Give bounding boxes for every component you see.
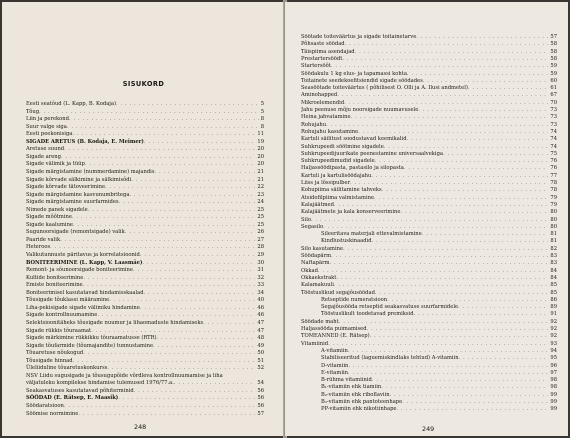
- toc-entry-page: 25: [257, 214, 264, 221]
- toc-entry-page: 57: [257, 410, 264, 417]
- toc-entry-page: 24: [257, 199, 264, 206]
- toc-entry-page: 79: [550, 194, 557, 201]
- toc-entry-title: B₃-vitamiin ehk pantoteenhape: [321, 399, 403, 405]
- toc-entry-page: 82: [550, 245, 557, 252]
- toc-entry-title: Kindlustuskinaadid: [321, 238, 372, 245]
- toc-entry-title: Sigade tõufarmide (tõumajandite) tunnustamine: [26, 342, 154, 349]
- toc-entry-page: 84: [550, 267, 557, 274]
- toc-entry-page: 98: [550, 377, 557, 384]
- toc-entry-page: 50: [257, 350, 264, 357]
- toc-entry-title: Liiss ja lõssipulber: [301, 180, 351, 186]
- toc-entry-page: 99: [550, 406, 557, 413]
- toc-entry-title: Sigade kaalumine: [26, 221, 73, 228]
- toc-entry-title: Kohupiima säilitamine tahveks: [301, 187, 382, 194]
- toc-entry-title: PP-vitamiin ehk nikotiinhape: [321, 406, 397, 413]
- toc-entry-page: 58: [550, 55, 557, 62]
- toc-entry-title: Tõug: [26, 108, 40, 115]
- toc-entry-title: Seakasvatuses kasutatavad põhiterminid: [26, 387, 134, 394]
- toc-entry-page: 32: [257, 274, 264, 281]
- toc-entry-page: 47: [257, 319, 264, 326]
- toc-entry-page: 34: [257, 289, 264, 296]
- toc-entry-page: 73: [550, 114, 557, 121]
- toc-entry-page: 56: [257, 395, 264, 402]
- toc-entry-title: BONITEERIMINE (L. Kapp, V. Laasmäe): [26, 259, 143, 266]
- toc-entry-page: 83: [550, 253, 557, 259]
- toc-entry-title: Tööstuslikud segajõusöödad: [301, 289, 375, 296]
- toc-entry-page: 85: [550, 289, 557, 296]
- toc-entry-page: 33: [257, 282, 264, 289]
- toc-entry-title: Rohujahu kasutamine: [301, 128, 359, 135]
- toc-title: SISUKORD: [122, 80, 165, 88]
- toc-entry-title: Liin ja perekond: [26, 116, 69, 123]
- toc-entry-title: A-vitamiin: [321, 347, 348, 354]
- toc-entry-title: Sigade kõrvade sälkimine ja sälkimisõdi: [26, 176, 132, 183]
- toc-entry-page: 19: [257, 138, 264, 145]
- toc-entry-page: 58: [550, 41, 557, 48]
- toc-entry-page: 78: [550, 180, 557, 186]
- toc-entry-title: NSV Liidu sugusigade ja tõusugupõide võrdleva kontrollnuumamise ja liha: [26, 372, 223, 379]
- toc-entry-page: 76: [550, 165, 557, 172]
- toc-entry-title: Prestartersöödt: [301, 55, 343, 62]
- toc-entry-title: Rohujahu: [301, 121, 327, 128]
- toc-entry-title: D-vitamiin: [321, 362, 349, 369]
- toc-entry-title: Okkaekstrakt: [301, 274, 337, 281]
- toc-entry-title: Tööstuslikult toodetavad premiksid: [321, 311, 414, 318]
- toc-entry-title: Heina jahvatamine: [301, 114, 351, 121]
- toc-entry-title: Toitainete seedekoefitsiendid sigade söödades: [301, 77, 423, 84]
- toc-entry-title: B₂-vitamiin ehk riboflaviin: [321, 391, 390, 398]
- toc-entry-page: 49: [257, 342, 264, 349]
- toc-entry-title: Valikutunnuste päritavus ja korrelatsioonid: [26, 252, 140, 258]
- toc-entry-title: Segasilo: [301, 223, 324, 230]
- toc-entry-title: Kultide boniteerimine: [26, 274, 84, 281]
- toc-entry-title: Selektsioonitäheks tõusigade nuumur ja lihaomaduste hindamiseks: [26, 319, 204, 326]
- toc-entry-page: 79: [550, 201, 557, 208]
- toc-entry-page: 73: [550, 121, 557, 128]
- toc-entry-page: 85: [550, 282, 557, 289]
- toc-entry-title: Söödade maht: [301, 318, 339, 325]
- toc-entry-page: 98: [550, 384, 557, 391]
- toc-entry-page: 75: [550, 150, 557, 157]
- toc-entry-page: 25: [257, 206, 264, 213]
- toc-entry-page: 59: [550, 70, 557, 77]
- toc-entry-title: E-vitamiin: [321, 369, 348, 376]
- toc-entry-title: Heteroos: [26, 244, 51, 251]
- toc-entry-title: Täispiima asendajad: [301, 48, 355, 55]
- toc-entry-page: 20: [257, 153, 264, 160]
- toc-entry: [321, 405, 557, 413]
- toc-entry-page: 80: [550, 209, 557, 216]
- toc-entry-page: 25: [257, 221, 264, 228]
- toc-entry-page: 8: [260, 123, 264, 130]
- toc-entry-page: 80: [550, 216, 557, 223]
- toc-entry-page: 99: [550, 391, 557, 398]
- toc-entry-title: väljatuleku kompilekse hindamise tulemused 1976/77.a.: [26, 380, 174, 387]
- toc-entry-page: 56: [257, 403, 264, 409]
- toc-entry-title: Kalamakuuli: [301, 282, 334, 289]
- toc-entry-title: Sugunoorsigade (remontsigade) valik: [26, 229, 125, 236]
- toc-entry-page: 93: [550, 340, 557, 347]
- right-page: [285, 2, 568, 436]
- toc-entry-page: 80: [550, 223, 557, 230]
- toc-entry-page: 46: [257, 304, 264, 311]
- toc-entry-page: 61: [550, 85, 557, 92]
- toc-entry-title: Sigade kõrvade tätoveerimine: [26, 184, 106, 191]
- toc-entry-title: Suhkrupeedijuurikate peenestamine universaalvekiga: [301, 150, 444, 157]
- toc-entry-title: Sigade märgistamine (nummerdamine) majandis: [26, 168, 155, 175]
- toc-entry-title: Startersöõt: [301, 63, 331, 70]
- toc-entry-page: 26: [257, 229, 264, 236]
- toc-entry-page: 31: [257, 267, 264, 274]
- toc-entry-page: 97: [550, 369, 557, 376]
- toc-entry-title: Silееritava materjali ettevalmistamine: [321, 231, 422, 238]
- page-number-right: 249: [422, 425, 435, 433]
- toc-entry-page: 99: [550, 399, 557, 405]
- toc-entry-page: 59: [550, 63, 557, 70]
- toc-entry-page: 56: [257, 387, 264, 394]
- toc-entry-page: 81: [550, 231, 557, 238]
- toc-entry-title: Suur valge siga: [26, 123, 67, 130]
- toc-entry-title: Silo: [301, 216, 311, 223]
- left-page: [2, 2, 285, 436]
- toc-entry-page: 58: [550, 48, 557, 55]
- toc-entry-title: Haljassööda puimamised: [301, 326, 367, 332]
- toc-entry-page: 30: [257, 259, 264, 266]
- toc-entry-title: Eesti seatõud (L. Kapp, B. Kodaja): [26, 101, 117, 107]
- toc-entry-page: 89: [550, 304, 557, 311]
- toc-entry-title: Okkad: [301, 267, 318, 274]
- toc-entry-page: 21: [257, 176, 264, 183]
- toc-entry-title: Stabiliseeritud (laguemiskindlaks tehtud) A-vitamiin: [321, 355, 459, 362]
- toc-entry-page: 20: [257, 161, 264, 168]
- toc-entry-page: 84: [550, 274, 557, 281]
- toc-entry-title: Vitamiinid: [301, 340, 329, 347]
- toc-entry-title: Silo kasutamine: [301, 245, 344, 252]
- toc-entry-title: Tõuaretuse nõukogud: [26, 350, 84, 357]
- toc-entry-title: Kalajäätmete ja kala konserveerimine: [301, 209, 401, 216]
- toc-entry-title: Sigade märkimine rükkikku tõuraamatusse (RTR): [26, 335, 157, 342]
- toc-entry-title: Mikroelemendid: [301, 99, 345, 106]
- toc-entry-title: Retseptide numeratsioon: [321, 296, 388, 303]
- toc-entry-page: 52: [257, 365, 264, 372]
- toc-entry-title: SIGADE ARETUS (B. Kodaja, E. Meimer): [26, 138, 144, 145]
- toc-entry-title: Paaride valik: [26, 236, 61, 243]
- toc-entry-page: 8: [260, 116, 264, 123]
- toc-entry-page: 40: [257, 297, 264, 304]
- toc-entry-page: 86: [550, 296, 557, 303]
- toc-entry-title: Eesti peekonisiga: [26, 131, 73, 138]
- toc-entry-page: 92: [550, 333, 557, 340]
- toc-entry-page: 67: [550, 92, 557, 99]
- toc-entry-page: 47: [257, 327, 264, 334]
- page-number-left: 248: [134, 423, 147, 431]
- toc-entry-page: 60: [550, 77, 557, 84]
- toc-entry-title: TOMEANNED (E. Rätsep): [301, 333, 370, 340]
- toc-entry-title: Nimede panek sigadele: [26, 206, 88, 213]
- toc-entry-page: 76: [550, 158, 557, 165]
- toc-entry-page: 46: [257, 312, 264, 319]
- toc-entry-title: Remont- ja sõunoorsigade boniteerimine: [26, 267, 133, 274]
- toc-entry-page: 27: [257, 236, 264, 243]
- toc-entry-page: 73: [550, 107, 557, 113]
- toc-entry-page: 74: [550, 128, 557, 135]
- toc-entry-title: Sigade rükkis tõuraamat: [26, 327, 92, 334]
- toc-entry-title: Segajõusööda retseptid seakasvatuse suurfarmidele: [321, 304, 459, 311]
- toc-entry-title: Emiste boniteerimine: [26, 282, 83, 289]
- toc-entry-title: Naftapärm: [301, 260, 330, 267]
- toc-entry-title: Seasöötade toiteväärtus ( põhilisest O. Olli ja A. Ilusi andmetel): [301, 85, 468, 92]
- toc-entry-title: Üleliiduline tõuaretuskonkurss: [26, 365, 108, 372]
- toc-entry-title: Tõusigade tõuklassi määramine: [26, 297, 110, 304]
- toc-entry-page: 96: [550, 362, 557, 369]
- toc-entry-page: 54: [257, 380, 264, 387]
- toc-entry-title: Jahu peenuse mõju noorsigade nuumavusele: [301, 107, 419, 113]
- toc-entry-page: 28: [257, 244, 264, 251]
- toc-entry-page: 20: [257, 146, 264, 153]
- toc-entry-title: Sigade mõõtmine: [26, 214, 72, 221]
- toc-entry-page: 81: [550, 238, 557, 245]
- toc-entry-title: Sigade areng: [26, 153, 61, 160]
- toc-entry-title: Kartuli ja kartulisöödajahu: [301, 172, 372, 179]
- toc-entry-title: Kartuli säilitust soodustavad keemikalid: [301, 136, 407, 143]
- toc-entry-page: 23: [257, 191, 264, 198]
- toc-entry-page: 91: [550, 311, 557, 318]
- toc-entry-title: Kalajäätmed: [301, 201, 334, 208]
- toc-entry-title: Põhsaste söödad: [301, 41, 345, 48]
- leader-dots: [78, 410, 255, 418]
- toc-entry-title: Aretuse suund: [26, 146, 65, 153]
- toc-entry-title: Liha-pekisigade sigade välimiku hindamine: [26, 304, 140, 311]
- toc-entry-page: 22: [257, 184, 264, 191]
- toc-entry-page: 48: [257, 335, 264, 342]
- toc-entry-title: Sigade kontrollnuumamine: [26, 312, 98, 319]
- toc-entry-title: Suhkrupeedimudid sigadele: [301, 158, 375, 165]
- toc-entry-page: 5: [260, 108, 264, 115]
- toc-entry-title: Söödapärm: [301, 253, 332, 259]
- toc-entry-title: Söömise normimine: [26, 410, 79, 417]
- toc-entry-title: SÖÖDAD (E. Rätsep, E. Maasik): [26, 395, 119, 402]
- toc-entry-title: B₁-vitamiin ehk tiamiin: [321, 384, 382, 391]
- toc-entry-page: 51: [257, 357, 264, 364]
- toc-entry-page: 83: [550, 260, 557, 267]
- toc-entry-title: Söötade toiteväärtus ja sigade toitainetarve: [301, 34, 417, 40]
- toc-entry-page: 94: [550, 347, 557, 354]
- toc-entry-page: 95: [550, 355, 557, 362]
- toc-entry-title: Atsidofilpiima valmistamine: [301, 194, 375, 201]
- toc-entry-title: Sigade välimik ja tüüp: [26, 161, 85, 168]
- toc-entry-page: 74: [550, 143, 557, 150]
- toc-entry-title: Suhkrupeedi söötmine sigadele: [301, 143, 384, 150]
- toc-entry-page: 92: [550, 318, 557, 325]
- toc-entry-page: 77: [550, 172, 557, 179]
- toc-entry-title: Söödaratsioon: [26, 403, 64, 409]
- toc-entry: [26, 410, 264, 418]
- toc-entry-title: B-rühma vitamiinid: [321, 377, 372, 384]
- toc-entry-title: Sigade märgistamine kasvunumbritega: [26, 191, 130, 198]
- toc-entry-page: 70: [550, 99, 557, 106]
- toc-entry-page: 5: [260, 101, 264, 107]
- toc-entry-title: Boniteerimisel kasutatavad hindamisskaalad: [26, 289, 144, 296]
- toc-entry-page: 78: [550, 187, 557, 194]
- leader-dots: [396, 405, 548, 413]
- toc-entry-title: Söödakulu 1 kg elus- ja tapamassi kohta: [301, 70, 407, 77]
- toc-entry-page: 29: [257, 252, 264, 258]
- toc-entry-title: Aminohapped: [301, 92, 338, 99]
- toc-entry-title: Sigade märgistamine suurfarmides: [26, 199, 119, 206]
- toc-entry-page: 57: [550, 34, 557, 40]
- toc-entry-page: 74: [550, 136, 557, 143]
- toc-entry-page: 21: [257, 168, 264, 175]
- toc-entry-page: 11: [257, 131, 264, 138]
- toc-entry-page: 92: [550, 326, 557, 332]
- toc-entry-title: Haljassöödipasta, pastasilo ja silopasta: [301, 165, 404, 172]
- toc-entry-title: Tõusigade hinnad: [26, 357, 73, 364]
